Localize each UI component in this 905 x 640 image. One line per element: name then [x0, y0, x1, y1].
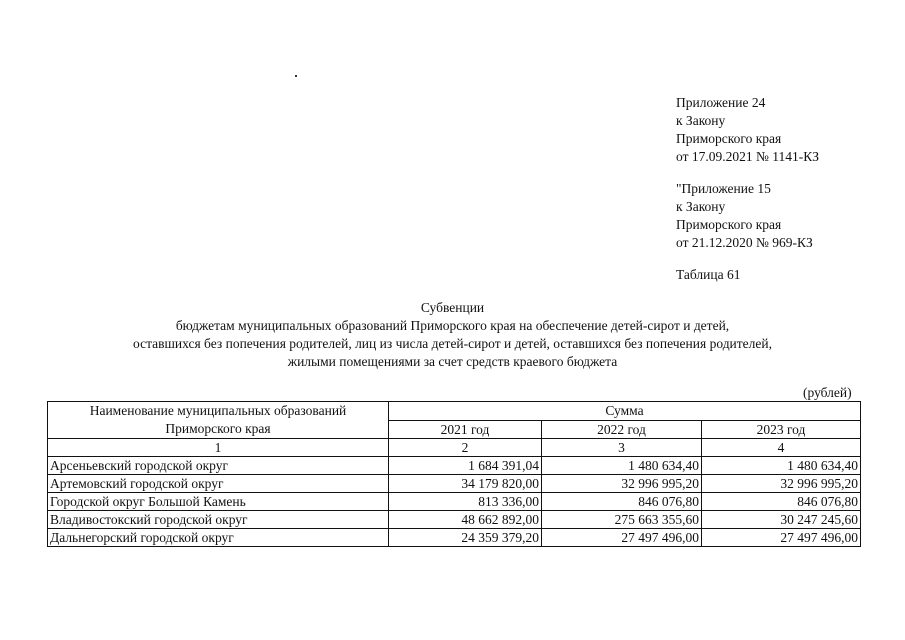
sum-column-header: Сумма [389, 402, 861, 421]
column-number: 3 [542, 439, 702, 457]
table-row [48, 511, 861, 529]
column-number: 1 [48, 439, 389, 457]
amount-2023: 30 247 245,60 [702, 511, 861, 529]
table-number [676, 266, 741, 284]
header-line: Приморского края [165, 421, 271, 436]
amount-2022: 32 996 995,20 [542, 475, 702, 493]
amount-2022: 275 663 355,60 [542, 511, 702, 529]
appendix-line: Приморского края [676, 131, 782, 146]
table-row [48, 493, 861, 511]
appendix-24-reference [676, 94, 819, 166]
table-row [48, 457, 861, 475]
title-line: Субвенции [420, 300, 485, 315]
appendix-line: к Закону [676, 113, 726, 128]
document-title [0, 299, 905, 371]
amount-2021: 34 179 820,00 [389, 475, 542, 493]
appendix-line: "Приложение 15 [676, 181, 771, 196]
municipality-name: Владивостокский городской округ [48, 511, 389, 529]
amount-2021: 1 684 391,04 [389, 457, 542, 475]
appendix-15-reference [676, 180, 813, 252]
subventions-table [47, 401, 861, 547]
column-number: 4 [702, 439, 861, 457]
unit-label: (рублей) [803, 385, 852, 400]
amount-2023: 27 497 496,00 [702, 529, 861, 547]
column-number-row [48, 439, 861, 457]
amount-2021: 813 336,00 [389, 493, 542, 511]
table-row [48, 529, 861, 547]
municipality-name: Городской округ Большой Камень [48, 493, 389, 511]
appendix-line: Приморского края [676, 217, 782, 232]
table-number-text: Таблица 61 [676, 267, 741, 282]
appendix-line: от 21.12.2020 № 969-КЗ [676, 235, 813, 250]
appendix-line: к Закону [676, 199, 726, 214]
title-line: бюджетам муниципальных образований Приморского края на обеспечение детей-сирот и детей, [175, 318, 730, 333]
amount-2021: 48 662 892,00 [389, 511, 542, 529]
year-2021-header: 2021 год [389, 420, 542, 439]
amount-2022: 27 497 496,00 [542, 529, 702, 547]
scan-speck [295, 75, 297, 77]
table-row [48, 475, 861, 493]
year-2023-header: 2023 год [702, 420, 861, 439]
amount-2021: 24 359 379,20 [389, 529, 542, 547]
year-2022-header: 2022 год [542, 420, 702, 439]
appendix-line: Приложение 24 [676, 95, 766, 110]
header-line: Наименование муниципальных образований [89, 403, 347, 418]
amount-2023: 1 480 634,40 [702, 457, 861, 475]
amount-2023: 32 996 995,20 [702, 475, 861, 493]
column-number: 2 [389, 439, 542, 457]
amount-2022: 846 076,80 [542, 493, 702, 511]
amount-2023: 846 076,80 [702, 493, 861, 511]
table-header-row [48, 402, 861, 421]
municipality-name: Дальнегорский городской округ [48, 529, 389, 547]
amount-2022: 1 480 634,40 [542, 457, 702, 475]
municipality-name: Артемовский городской округ [48, 475, 389, 493]
municipality-name: Арсеньевский городской округ [48, 457, 389, 475]
appendix-line: от 17.09.2021 № 1141-КЗ [676, 149, 819, 164]
municipality-column-header [48, 402, 389, 439]
title-line: оставшихся без попечения родителей, лиц из числа детей-сирот и детей, оставшихся без попечения родителей, [132, 336, 773, 351]
title-line: жилыми помещениями за счет средств краевого бюджета [287, 354, 618, 369]
